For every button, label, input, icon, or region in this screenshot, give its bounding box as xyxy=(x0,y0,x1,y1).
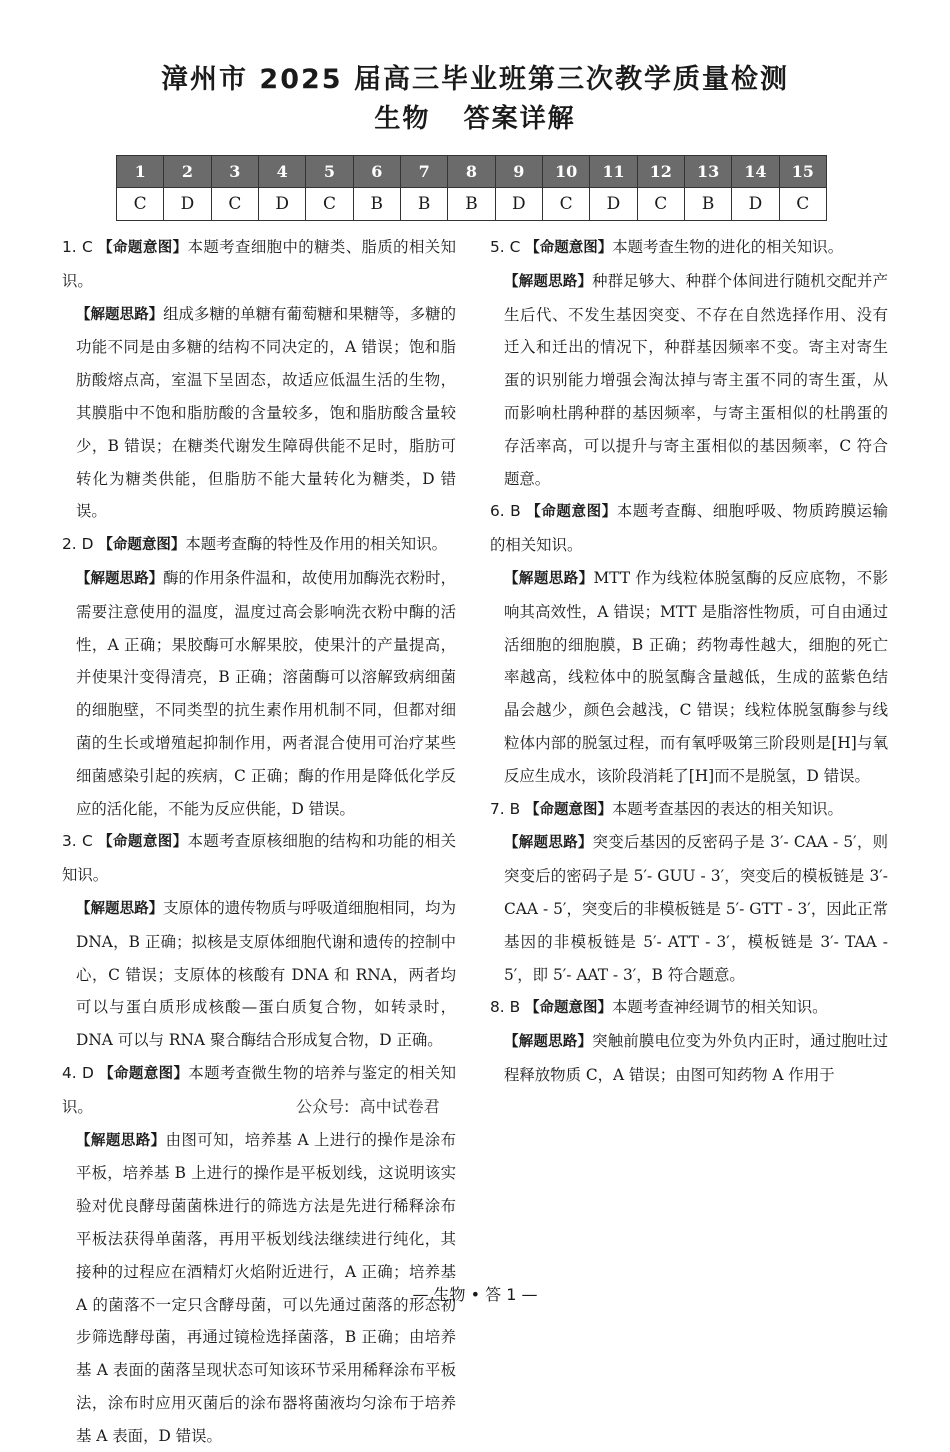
answer-value-cell: C xyxy=(542,188,589,221)
question-2-solution: 酶的作用条件温和，故使用加酶洗衣粉时，需要注意使用的温度，温度过高会影响洗衣粉中酶的活性，A 正确；果胶酶可水解果胶，使果汁的产量提高，并使果汁变得清亮，B 正确；溶菌酶可以溶解致病细菌的细胞壁，不同类型的抗生素作用机制不同，但都对细菌的生长或增殖起抑制作用，两者混合使用可治疗某些细菌感染引起的疾病，C 正确；酶的作用是降低化学反应的活化能，不能为反应供能，D 错误。 xyxy=(76,568,456,818)
question-5-intent: 本题考查生物的进化的相关知识。 xyxy=(612,238,844,256)
answer-number-cell: 9 xyxy=(495,156,542,188)
left-column xyxy=(62,231,456,1452)
answer-number-cell: 8 xyxy=(448,156,495,188)
answer-number-cell: 11 xyxy=(590,156,637,188)
solution-tag: 【解题思路】 xyxy=(504,1034,593,1051)
intent-tag: 【命题意图】 xyxy=(525,240,613,256)
intent-tag: 【命题意图】 xyxy=(525,801,613,818)
solution-tag: 【解题思路】 xyxy=(76,306,164,323)
solution-tag: 【解题思路】 xyxy=(76,900,164,917)
question-7 xyxy=(490,793,888,992)
intent-tag: 【命题意图】 xyxy=(98,834,188,851)
intent-tag: 【命题意图】 xyxy=(98,240,188,256)
question-8-solution: 突触前膜电位变为外负内正时，通过胞吐过程释放物质 C，A 错误；由图可知药物 A 作用于 xyxy=(504,1032,888,1084)
answer-value-cell: D xyxy=(164,188,211,221)
question-7-intent: 本题考查基因的表达的相关知识。 xyxy=(612,799,843,818)
question-5 xyxy=(490,231,888,495)
question-5-solution: 种群足够大、种群个体间进行随机交配并产生后代、不发生基因突变、不存在自然选择作用、没有迁入和迁出的情况下，种群基因频率不变。寄主对寄生蛋的识别能力增强会淘汰掉与寄主蛋不同的寄生蛋，从而影响杜鹃种群的基因频率，与寄主蛋相似的杜鹃蛋的存活率高，可以提升与寄主蛋相似的基因频率，C 符合题意。 xyxy=(504,271,888,488)
intent-tag: 【命题意图】 xyxy=(98,537,186,554)
solution-tag: 【解题思路】 xyxy=(76,1132,166,1149)
watermark-text: 公众号: 高中试卷君 xyxy=(292,1094,444,1117)
intent-tag: 【命题意图】 xyxy=(525,1000,613,1017)
document-subtitle: 生物 答案详解 xyxy=(374,104,576,134)
answer-value-cell: C xyxy=(117,188,164,221)
question-4-solution: 由图可知，培养基 A 上进行的操作是涂布平板，培养基 B 上进行的操作是平板划线，这说明该实验对优良酵母菌菌株进行的筛选方法是先进行稀释涂布平板法获得单菌落，再用平板划线法继续进行纯化，其接种的过程应在酒精灯火焰附近进行，A 正确；培养基 A 的菌落不一定只含酵母菌，可以先通过菌落的形态初步筛选酵母菌，再通过镜检选择菌落，B 正确；由培养基 A 表面的菌落呈现状态可知该环节采用稀释涂布平板法，涂布时应用灭菌后的涂布器将菌液均匀涂布于培养基 A 表面，D 错误。 xyxy=(76,1130,457,1445)
answer-number-cell: 3 xyxy=(211,156,258,188)
answer-value-cell: C xyxy=(211,188,258,221)
answer-number-cell: 2 xyxy=(164,156,211,188)
solution-tag: 【解题思路】 xyxy=(504,835,593,852)
answer-value-cell: C xyxy=(306,188,353,221)
intent-tag: 【命题意图】 xyxy=(99,1065,189,1082)
answer-number-cell: 7 xyxy=(400,156,447,188)
answer-number-cell: 1 xyxy=(117,156,164,188)
answer-value-cell: B xyxy=(400,188,447,221)
answer-number-cell: 5 xyxy=(306,156,353,188)
question-8-intent: 本题考查神经调节的相关知识。 xyxy=(612,998,828,1017)
question-4-head: 4. D xyxy=(62,1063,100,1082)
question-3-head: 3. C xyxy=(62,832,99,851)
intent-tag: 【命题意图】 xyxy=(526,504,617,521)
solution-tag: 【解题思路】 xyxy=(504,570,594,587)
question-4-intent: 本题考查微生物的培养与鉴定的相关知识。 xyxy=(62,1063,456,1116)
question-2-head: 2. D xyxy=(62,535,99,554)
answer-value-cell: B xyxy=(684,188,731,221)
question-1-intent: 本题考查细胞中的糖类、脂质的相关知识。 xyxy=(62,238,456,290)
answer-value-cell: D xyxy=(258,188,305,221)
answer-value-cell: C xyxy=(637,188,684,221)
answer-value-cell: D xyxy=(495,188,542,221)
answer-value-cell: C xyxy=(779,188,826,221)
question-2-intent: 本题考查酶的特性及作用的相关知识。 xyxy=(185,535,447,554)
document-title: 漳州市 2025 届高三毕业班第三次教学质量检测 xyxy=(161,64,789,95)
solution-tag: 【解题思路】 xyxy=(504,273,593,290)
answer-number-cell: 15 xyxy=(779,156,826,188)
answer-value-cell: B xyxy=(353,188,400,221)
answer-value-cell: D xyxy=(590,188,637,221)
right-column xyxy=(490,231,888,1092)
answer-number-cell: 13 xyxy=(684,156,731,188)
answer-table xyxy=(116,155,827,221)
question-3-intent: 本题考查原核细胞的结构和功能的相关知识。 xyxy=(62,832,456,885)
question-1-solution: 组成多糖的单糖有葡萄糖和果糖等，多糖的功能不同是由多糖的结构不同决定的，A 错误；饱和脂肪酸熔点高，室温下呈固态，故适应低温生活的生物，其膜脂中不饱和脂肪酸的含量较多，饱和脂肪酸含量较少，B 错误；在糖类代谢发生障碍供能不足时，脂肪可转化为糖类供能，但脂肪不能大量转化为糖类，D 错误。 xyxy=(76,304,456,521)
answer-table-answer-row xyxy=(117,188,827,221)
question-3-solution: 支原体的遗传物质与呼吸道细胞相同，均为 DNA，B 正确；拟核是支原体细胞代谢和遗传的控制中心，C 错误；支原体的核酸有 DNA 和 RNA，两者均可以与蛋白质形成核酸—蛋白质复合物，如转录时，DNA 可以与 RNA 聚合酶结合形成复合物，D 正确。 xyxy=(76,898,456,1050)
question-1-head: 1. C xyxy=(62,238,99,256)
question-8 xyxy=(490,991,888,1091)
answer-number-cell: 14 xyxy=(732,156,779,188)
question-8-head: 8. B xyxy=(490,998,526,1017)
question-6-intent: 本题考查酶、细胞呼吸、物质跨膜运输的相关知识。 xyxy=(490,502,888,555)
question-3 xyxy=(62,825,456,1057)
answer-number-cell: 6 xyxy=(353,156,400,188)
question-6 xyxy=(490,495,888,792)
answer-number-cell: 4 xyxy=(258,156,305,188)
question-7-head: 7. B xyxy=(490,799,526,818)
answer-number-cell: 10 xyxy=(542,156,589,188)
answer-table-header-row xyxy=(117,156,827,188)
question-7-solution: 突变后基因的反密码子是 3′- CAA - 5′，则突变后的密码子是 5′- GUU - 3′，突变后的模板链是 3′- CAA - 5′，突变后的非模板链是 5′- GTT - 3′，因此正常基因的非模板链是 5′- ATT - 3′，模板链是 3′- TAA - 5′，即 5′- AAT - 3′，B 符合题意。 xyxy=(504,833,888,984)
question-2 xyxy=(62,528,456,825)
solution-tag: 【解题思路】 xyxy=(76,570,164,587)
question-5-head: 5. C xyxy=(490,238,526,256)
question-6-head: 6. B xyxy=(490,502,527,521)
question-1 xyxy=(62,231,456,528)
question-6-solution: MTT 作为线粒体脱氢酶的反应底物，不影响其高效性，A 错误；MTT 是脂溶性物质，可自由通过活细胞的细胞膜，B 正确；药物毒性越大，细胞的死亡率越高，线粒体中的脱氢酶含量越低，生成的蓝紫色结晶会越少，颜色会越浅，C 错误；线粒体脱氢酶参与线粒体内部的脱氢过程，而有氧呼吸第三阶段则是[H]与氧反应生成水，该阶段消耗了[H]而不是脱氢，D 错误。 xyxy=(504,568,888,785)
answer-value-cell: D xyxy=(732,188,779,221)
page-footer: — 生物 • 答 1 — xyxy=(412,1285,538,1304)
answer-value-cell: B xyxy=(448,188,495,221)
answer-number-cell: 12 xyxy=(637,156,684,188)
